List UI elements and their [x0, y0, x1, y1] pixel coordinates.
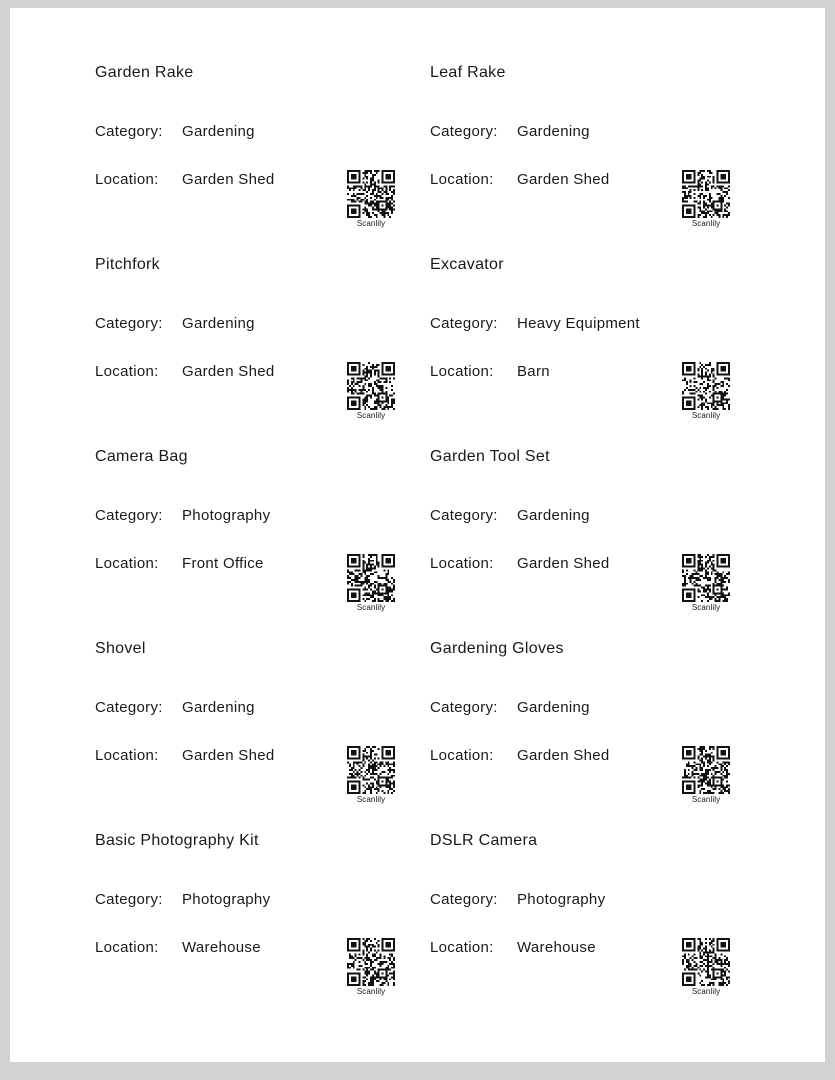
location-row [430, 555, 610, 572]
qr-block [682, 170, 730, 229]
qr-caption: Scanlily [691, 411, 721, 420]
inventory-label [430, 448, 765, 643]
location-value: Garden Shed [182, 747, 275, 764]
category-value: Gardening [517, 123, 590, 140]
category-label: Category: [95, 315, 163, 332]
qr-block [682, 554, 730, 613]
qr-code-icon [347, 746, 395, 794]
category-row [95, 315, 255, 332]
qr-caption: Scanlily [356, 219, 386, 228]
location-label: Location: [430, 171, 494, 188]
label-grid [10, 8, 825, 1027]
inventory-label [95, 832, 430, 1027]
location-row [95, 363, 275, 380]
category-value: Gardening [182, 699, 255, 716]
qr-caption: Scanlily [356, 603, 386, 612]
qr-code-icon [347, 938, 395, 986]
category-label: Category: [430, 699, 498, 716]
qr-block [347, 362, 395, 421]
location-label: Location: [430, 555, 494, 572]
inventory-label [430, 832, 765, 1027]
qr-caption: Scanlily [356, 795, 386, 804]
item-name: Gardening Gloves [430, 640, 564, 657]
location-row [95, 939, 261, 956]
category-value: Photography [182, 507, 271, 524]
item-name: Shovel [95, 640, 146, 657]
inventory-label [95, 64, 430, 259]
qr-block [347, 170, 395, 229]
location-value: Front Office [182, 555, 264, 572]
location-row [430, 171, 610, 188]
item-name: Excavator [430, 256, 504, 273]
inventory-label [95, 640, 430, 835]
qr-code-icon [682, 170, 730, 218]
qr-block [347, 746, 395, 805]
qr-code-icon [682, 746, 730, 794]
inventory-label [430, 640, 765, 835]
item-name: Garden Rake [95, 64, 194, 81]
category-value: Gardening [182, 123, 255, 140]
category-row [95, 507, 270, 524]
category-value: Gardening [517, 699, 590, 716]
item-name: Garden Tool Set [430, 448, 550, 465]
qr-block [682, 938, 730, 997]
location-label: Location: [95, 555, 159, 572]
location-value: Garden Shed [517, 555, 610, 572]
inventory-label [95, 256, 430, 451]
inventory-label [430, 256, 765, 451]
location-label: Location: [95, 939, 159, 956]
qr-block [682, 362, 730, 421]
qr-code-icon [682, 938, 730, 986]
category-value: Photography [517, 891, 606, 908]
location-row [430, 747, 610, 764]
qr-caption: Scanlily [356, 987, 386, 996]
item-name: Basic Photography Kit [95, 832, 259, 849]
category-value: Gardening [517, 507, 590, 524]
category-label: Category: [430, 123, 498, 140]
category-label: Category: [95, 699, 163, 716]
category-row [430, 699, 590, 716]
category-row [430, 507, 590, 524]
location-value: Garden Shed [182, 171, 275, 188]
qr-caption: Scanlily [691, 987, 721, 996]
category-label: Category: [95, 891, 163, 908]
category-row [95, 123, 255, 140]
qr-code-icon [347, 170, 395, 218]
label-sheet-page [10, 8, 825, 1062]
item-name: DSLR Camera [430, 832, 538, 849]
category-row [430, 123, 590, 140]
location-row [95, 747, 275, 764]
location-row [430, 363, 550, 380]
location-value: Garden Shed [182, 363, 275, 380]
location-value: Barn [517, 363, 550, 380]
location-row [430, 939, 596, 956]
category-label: Category: [95, 507, 163, 524]
qr-block [347, 554, 395, 613]
location-value: Warehouse [517, 939, 596, 956]
category-row [95, 891, 270, 908]
item-name: Leaf Rake [430, 64, 506, 81]
category-row [430, 315, 640, 332]
location-row [95, 555, 264, 572]
location-row [95, 171, 275, 188]
item-name: Camera Bag [95, 448, 188, 465]
inventory-label [95, 448, 430, 643]
qr-code-icon [682, 362, 730, 410]
category-row [95, 699, 255, 716]
location-value: Warehouse [182, 939, 261, 956]
location-label: Location: [95, 363, 159, 380]
inventory-label [430, 64, 765, 259]
location-label: Location: [430, 939, 494, 956]
category-label: Category: [95, 123, 163, 140]
location-label: Location: [430, 747, 494, 764]
qr-caption: Scanlily [691, 219, 721, 228]
qr-caption: Scanlily [691, 603, 721, 612]
category-value: Photography [182, 891, 271, 908]
location-label: Location: [95, 171, 159, 188]
category-row [430, 891, 605, 908]
qr-code-icon [682, 554, 730, 602]
location-label: Location: [430, 363, 494, 380]
location-label: Location: [95, 747, 159, 764]
qr-code-icon [347, 362, 395, 410]
category-value: Gardening [182, 315, 255, 332]
location-value: Garden Shed [517, 747, 610, 764]
item-name: Pitchfork [95, 256, 160, 273]
category-label: Category: [430, 891, 498, 908]
category-label: Category: [430, 315, 498, 332]
qr-block [347, 938, 395, 997]
location-value: Garden Shed [517, 171, 610, 188]
category-value: Heavy Equipment [517, 315, 640, 332]
qr-caption: Scanlily [356, 411, 386, 420]
qr-code-icon [347, 554, 395, 602]
category-label: Category: [430, 507, 498, 524]
qr-caption: Scanlily [691, 795, 721, 804]
qr-block [682, 746, 730, 805]
